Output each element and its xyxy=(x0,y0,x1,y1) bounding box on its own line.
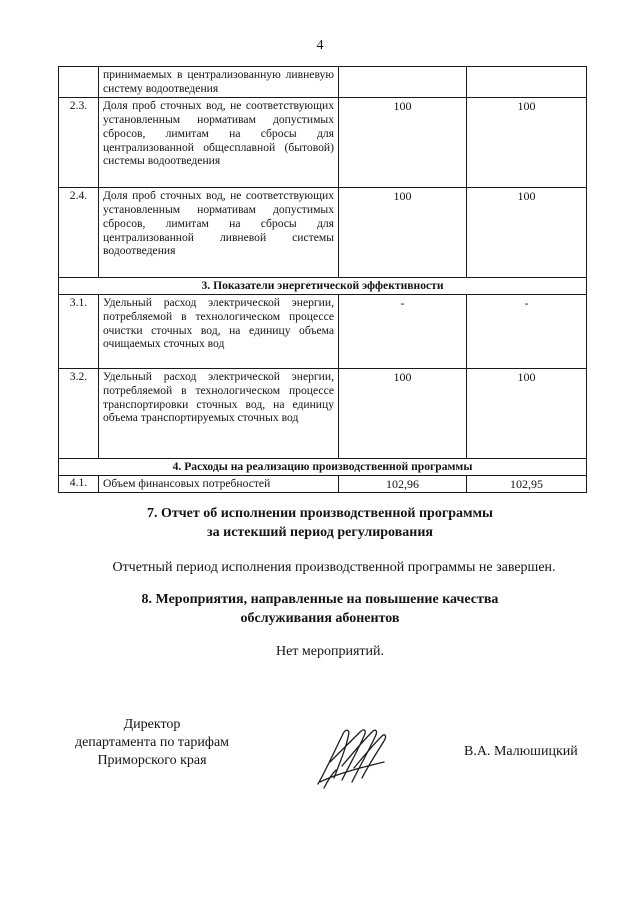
row-description: Удельный расход электрической энергии, потребляемой в технологическом процессе очистки сточных вод, на единицу объема очищаемых сточных вод xyxy=(99,294,339,368)
row-value-plan: 100 xyxy=(339,187,467,277)
row-description: Доля проб сточных вод, не соответствующих установленным нормативам допустимых сбросов, лимитам на сбросы для централизованной общесплавной (бытовой) системы водоотведения xyxy=(99,97,339,187)
row-number: 3.1. xyxy=(59,294,99,368)
row-number: 4.1. xyxy=(59,475,99,492)
signer-position: Директор департамента по тарифам Приморского края xyxy=(74,717,230,768)
table-row xyxy=(59,475,587,492)
section-7-text: Отчетный период исполнения производственной программы не завершен. xyxy=(112,560,556,575)
signature-image xyxy=(312,722,392,792)
row-value-fact: 102,95 xyxy=(467,475,587,492)
table-row xyxy=(59,294,587,368)
signer-name: В.А. Малюшицкий xyxy=(464,744,578,759)
section-header-energy: 3. Показатели энергетической эффективности xyxy=(59,277,587,294)
row-value-plan xyxy=(339,67,467,98)
section-header-row xyxy=(59,277,587,294)
table-row xyxy=(59,187,587,277)
section-8-text: Нет мероприятий. xyxy=(275,644,385,659)
row-description: принимаемых в централизованную ливневую систему водоотведения xyxy=(99,67,339,98)
table-row xyxy=(59,368,587,458)
page-number: 4 xyxy=(316,38,324,53)
row-number: 2.4. xyxy=(59,187,99,277)
section-7-title: 7. Отчет об исполнении производственной программы за истекший период регулирования xyxy=(146,506,493,540)
row-value-fact xyxy=(467,67,587,98)
section-header-expenses: 4. Расходы на реализацию производственной программы xyxy=(59,458,587,475)
row-value-plan: 102,96 xyxy=(339,475,467,492)
table-row xyxy=(59,97,587,187)
row-value-fact: - xyxy=(467,294,587,368)
row-value-fact: 100 xyxy=(467,97,587,187)
row-description: Доля проб сточных вод, не соответствующих установленным нормативам допустимых сбросов, лимитам на сбросы для централизованной ливневой системы водоотведения xyxy=(99,187,339,277)
row-description: Объем финансовых потребностей xyxy=(99,475,339,492)
row-value-plan: 100 xyxy=(339,368,467,458)
row-number xyxy=(59,67,99,98)
section-8-title: 8. Мероприятия, направленные на повышение качества обслуживания абонентов xyxy=(141,592,499,626)
row-number: 2.3. xyxy=(59,97,99,187)
row-description: Удельный расход электрической энергии, потребляемой в технологическом процессе транспортировки сточных вод, на единицу объема транспортируемых сточных вод xyxy=(99,368,339,458)
indicators-table xyxy=(58,66,587,493)
row-value-plan: - xyxy=(339,294,467,368)
row-number: 3.2. xyxy=(59,368,99,458)
row-value-fact: 100 xyxy=(467,187,587,277)
row-value-plan: 100 xyxy=(339,97,467,187)
table-row xyxy=(59,67,587,98)
section-header-row xyxy=(59,458,587,475)
row-value-fact: 100 xyxy=(467,368,587,458)
